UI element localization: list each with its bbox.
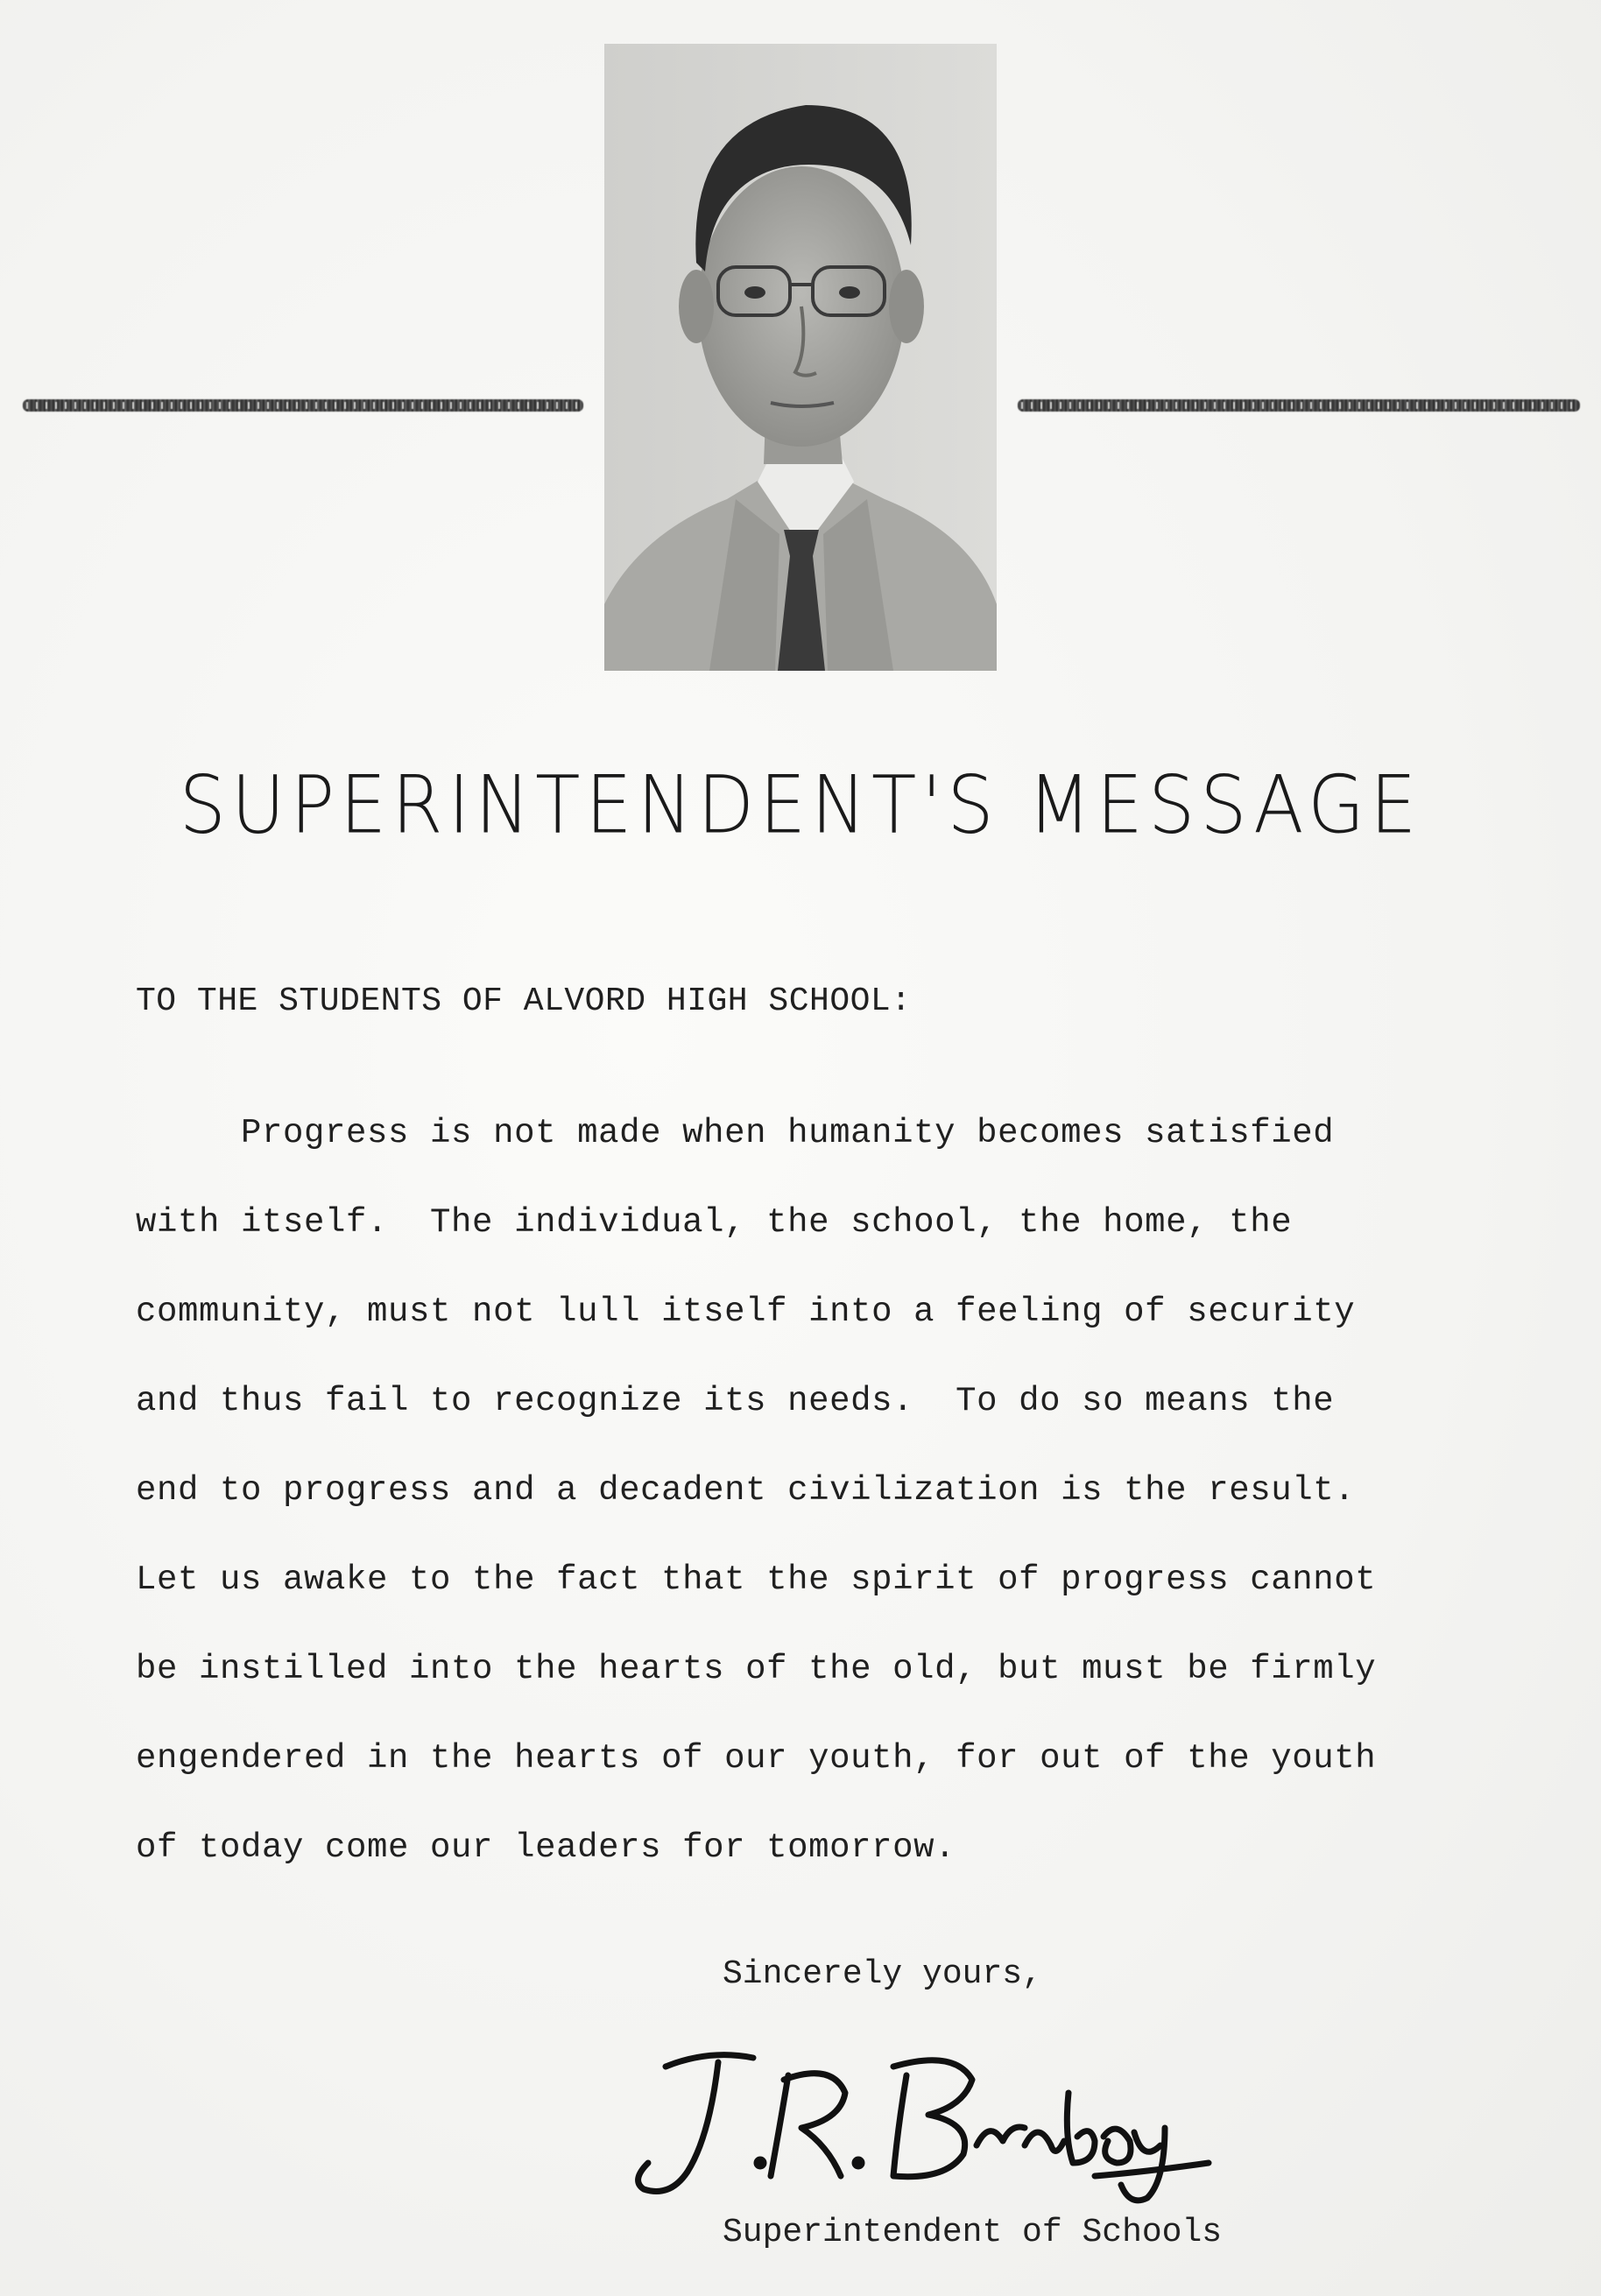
body-line: community, must not lull itself into a feeling of security bbox=[136, 1292, 1356, 1331]
body-line: Progress is not made when humanity becomes satisfied bbox=[136, 1114, 1335, 1152]
body-line: be instilled into the hearts of the old, but must be firmly bbox=[136, 1650, 1377, 1688]
closing: Sincerely yours, bbox=[723, 1955, 1042, 1993]
decorative-rule-left bbox=[23, 399, 583, 412]
superintendent-portrait bbox=[604, 44, 997, 671]
body-line: engendered in the hearts of our youth, for out of the youth bbox=[136, 1739, 1377, 1778]
body-line: and thus fail to recognize its needs. To do so means the bbox=[136, 1382, 1335, 1420]
handwritten-signature bbox=[604, 2032, 1235, 2207]
body-line: with itself. The individual, the school, the home, the bbox=[136, 1203, 1293, 1242]
salutation: TO THE STUDENTS OF ALVORD HIGH SCHOOL: bbox=[136, 982, 912, 1020]
body-line: of today come our leaders for tomorrow. bbox=[136, 1828, 956, 1867]
signatory-title: Superintendent of Schools bbox=[723, 2214, 1223, 2251]
body-line: Let us awake to the fact that the spirit of progress cannot bbox=[136, 1560, 1377, 1599]
page-title: SUPERINTENDENT'S MESSAGE bbox=[179, 758, 1422, 851]
decorative-rule-right bbox=[1018, 399, 1580, 412]
body-line: end to progress and a decadent civilization is the result. bbox=[136, 1471, 1356, 1510]
